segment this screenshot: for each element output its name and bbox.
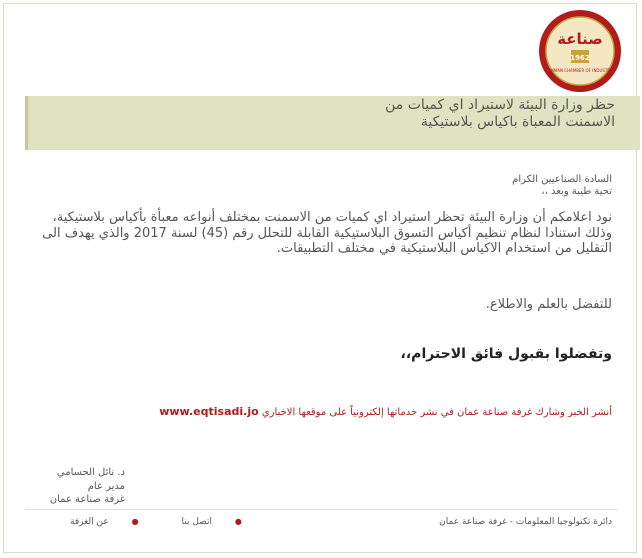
news-site-link[interactable]: www.eqtisadi.jo (159, 405, 259, 418)
notice-line: للتفضل بالعلم والاطلاع. (485, 297, 612, 312)
chamber-logo (537, 8, 623, 94)
logo-year: 1962 (570, 54, 590, 62)
footer-divider (25, 509, 617, 510)
footer-link-contact[interactable] (162, 517, 242, 527)
signature-org: غرفة صناعة عمان (49, 494, 125, 505)
share-line (159, 405, 612, 418)
announcement-body: نود اعلامكم أن وزارة البيئة تحظر استيراد اي كميات من الاسمنت بمختلف أنواعه معبأة بأكياس بلاستيكية، وذلك استنادا لنظام تنظيم أكياس التسوق البلاستيكية القابلة للتحلل رقم (45) لسنة 2017 والذي يهدف الى التقليل من استخدام الاكياس البلاستيكية في مختلف التطبيقات. (42, 210, 612, 256)
greeting-salutation: السادة الصناعيين الكرام (512, 174, 612, 185)
signature-role: مدير عام (87, 480, 125, 492)
footer-link-contact-label: اتصل بنا (181, 517, 212, 527)
signature-block (25, 466, 125, 507)
page-title: حظر وزارة البيئة لاستيراد اي كميات من الاسمنت المعباة باكياس بلاستيكية (385, 97, 615, 130)
bullet-icon: ● (234, 517, 242, 526)
share-text: أنشر الخبر وشارك غرفة صناعة عمان في نشر خدماتها إلكترونياً على موقعها الاخباري (261, 407, 612, 418)
closing-regards: وتفضلوا بقبول فائق الاحترام،، (400, 346, 612, 362)
footer-link-about-label: عن الغرفة (70, 517, 109, 527)
signature-name: د. نائل الحسامي (56, 467, 125, 478)
logo-english-name: AMMAN CHAMBER OF INDUSTRY (547, 68, 613, 73)
footer-links (30, 517, 242, 527)
bullet-icon: ● (131, 517, 139, 526)
logo-wordmark: صناعة (557, 30, 603, 48)
footer-link-about[interactable] (50, 517, 139, 527)
greeting-opening: تحية طيبة وبعد ،، (541, 186, 612, 197)
footer-department: دائرة تكنولوجيا المعلومات - غرفة صناعة عمان (439, 517, 612, 527)
